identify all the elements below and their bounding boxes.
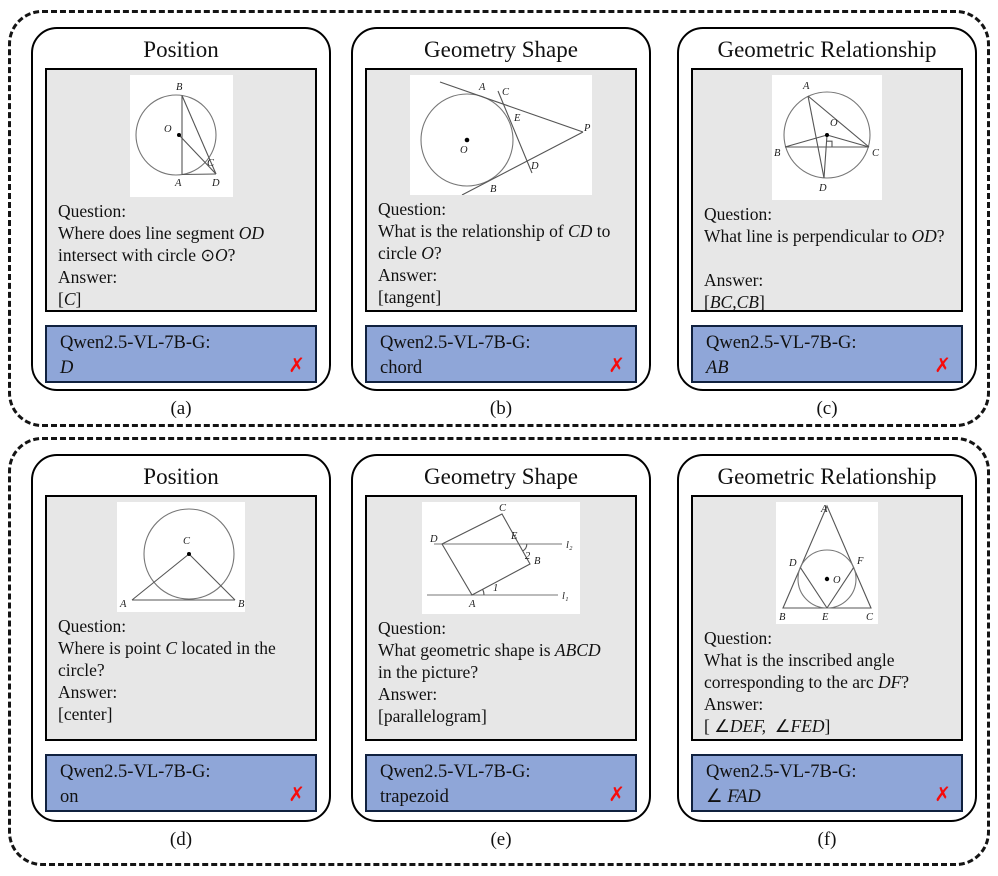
diagram-label: 1: [493, 583, 499, 594]
model-output-box: [365, 754, 637, 812]
question-answer-text: Question: Where is point C located in the circle? Answer: [center]: [58, 616, 276, 724]
question-answer-text: Question: What geometric shape is ABCD in the picture? Answer: [parallelogram]: [378, 618, 601, 726]
card-f: [677, 454, 977, 822]
circle-center-triangle-diagram: [58, 502, 304, 612]
figure-group-bottom: [8, 437, 990, 866]
parallelogram-parallel-lines-diagram: [378, 502, 624, 614]
model-answer: on: [60, 787, 79, 807]
diagram-label: A: [803, 81, 810, 92]
model-name: Qwen2.5-VL-7B-G:: [706, 762, 857, 782]
figure-group-top: [8, 10, 990, 427]
wrong-answer-icon: ✗: [608, 353, 625, 377]
diagram-label: C: [499, 503, 507, 514]
diagram-label: F: [857, 556, 864, 567]
model-output-box: [365, 325, 637, 383]
triangle-inscribed-circle-diagram: [704, 502, 950, 624]
diagram-label: A: [479, 82, 486, 93]
diagram-label: C: [502, 87, 510, 98]
model-answer: trapezoid: [380, 787, 449, 807]
panel-d: [31, 454, 331, 851]
diagram-label: A: [120, 599, 127, 610]
panel-title: Geometric Relationship: [717, 464, 937, 489]
diagram-label: E: [514, 113, 521, 124]
model-output-box: [45, 325, 317, 383]
panel-title: Geometry Shape: [424, 464, 578, 489]
question-answer-text: Question: What is the inscribed angle corresponding to the arc DF? Answer: [ ∠DEF, ∠FED]: [704, 628, 910, 736]
subfigure-caption: (e): [490, 829, 512, 850]
diagram-label: C: [183, 536, 191, 547]
panel-title: Geometric Relationship: [717, 37, 937, 62]
panel-a: [31, 27, 331, 420]
card-d: [31, 454, 331, 822]
subfigure-caption: (a): [170, 398, 192, 419]
diagram-label: C: [206, 158, 214, 169]
panel-b: [351, 27, 651, 420]
panel-c: [677, 27, 977, 420]
card-a: [31, 27, 331, 391]
model-name: Qwen2.5-VL-7B-G:: [60, 762, 211, 782]
diagram-label: 2: [525, 551, 531, 562]
diagram-label: D: [531, 161, 539, 172]
model-name: Qwen2.5-VL-7B-G:: [706, 333, 857, 353]
qa-box: [691, 495, 963, 741]
diagram-label: B: [175, 82, 182, 93]
diagram-label: D: [211, 178, 220, 189]
wrong-answer-icon: ✗: [288, 782, 305, 806]
wrong-answer-icon: ✗: [608, 782, 625, 806]
circle-perpendicular-diagram: [704, 75, 950, 200]
panel-e: [351, 454, 651, 851]
subfigure-caption: (f): [817, 829, 837, 850]
panel-title: Position: [143, 37, 219, 62]
card-e: [351, 454, 651, 822]
panel-title: Position: [143, 464, 219, 489]
panel-f: [677, 454, 977, 851]
circle-OD-intersection-diagram: [58, 75, 304, 197]
diagram-label: B: [534, 556, 541, 567]
diagram-label: B: [774, 148, 781, 159]
circle-tangent-lines-diagram: [378, 75, 624, 195]
wrong-answer-icon: ✗: [288, 353, 305, 377]
card-b: [351, 27, 651, 391]
diagram-label: O: [833, 575, 841, 586]
diagram-label: D: [819, 183, 827, 194]
panel-title: Geometry Shape: [424, 37, 578, 62]
diagram-label: O: [460, 145, 468, 156]
model-name: Qwen2.5-VL-7B-G:: [60, 333, 211, 353]
diagram-label: l₁: [562, 591, 569, 602]
diagram-label: B: [779, 612, 786, 623]
model-output-box: [691, 754, 963, 812]
question-answer-text: Question: What line is perpendicular to OD? Answer: [BC,CB]: [704, 204, 945, 312]
subfigure-caption: (b): [489, 398, 513, 419]
diagram-label: B: [238, 599, 245, 610]
diagram-label: D: [430, 534, 438, 545]
diagram-label: D: [789, 558, 797, 569]
qa-box: [365, 495, 637, 741]
diagram-label: C: [872, 148, 880, 159]
card-c: [677, 27, 977, 391]
diagram-label: C: [866, 612, 874, 623]
diagram-label: O: [163, 124, 172, 135]
question-answer-text: Question: What is the relationship of CD to circle O? Answer: [tangent]: [378, 199, 611, 307]
diagram-label: P: [584, 123, 591, 134]
qa-box: [365, 68, 637, 312]
question-answer-text: Question: Where does line segment OD intersect with circle ⊙O? Answer: [C]: [58, 201, 265, 309]
diagram-label: A: [174, 178, 181, 189]
model-output-box: [45, 754, 317, 812]
model-name: Qwen2.5-VL-7B-G:: [380, 333, 531, 353]
diagram-label: A: [821, 504, 828, 515]
diagram-label: E: [822, 612, 829, 623]
qa-box: [691, 68, 963, 312]
subfigure-caption: (d): [169, 829, 193, 850]
subfigure-caption: (c): [816, 398, 838, 419]
model-output-box: [691, 325, 963, 383]
model-answer: chord: [380, 358, 423, 378]
qa-box: [45, 68, 317, 312]
diagram-label: A: [469, 599, 476, 610]
diagram-label: O: [830, 118, 838, 129]
wrong-answer-icon: ✗: [934, 353, 951, 377]
model-answer: ∠ FAD: [706, 787, 761, 807]
model-answer: AB: [706, 358, 729, 378]
qa-box: [45, 495, 317, 741]
diagram-label: B: [490, 184, 497, 195]
diagram-label: E: [511, 531, 518, 542]
wrong-answer-icon: ✗: [934, 782, 951, 806]
diagram-label: l₂: [566, 540, 573, 551]
model-answer: D: [60, 358, 74, 378]
model-name: Qwen2.5-VL-7B-G:: [380, 762, 531, 782]
